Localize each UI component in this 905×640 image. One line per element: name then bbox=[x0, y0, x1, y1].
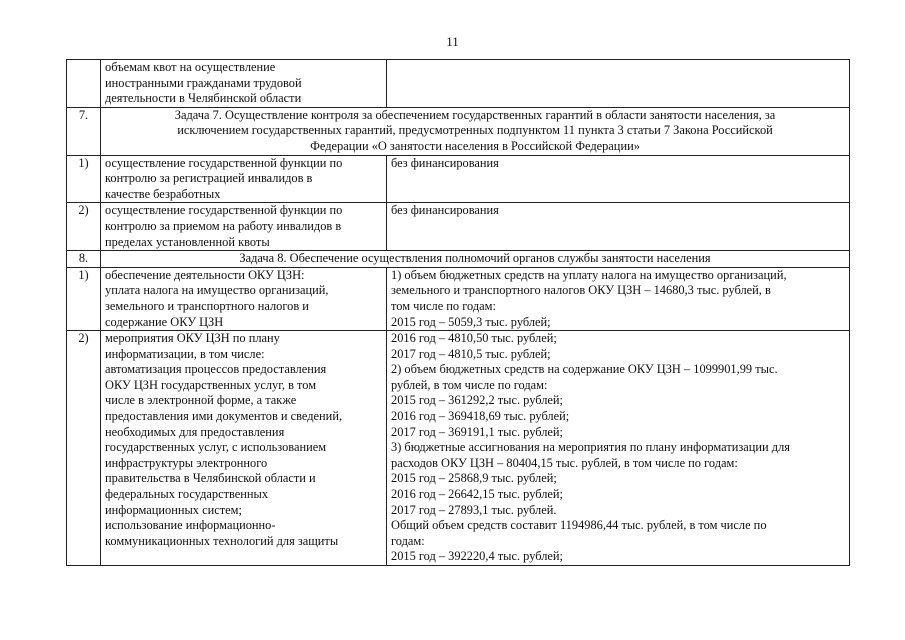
table-row bbox=[67, 155, 850, 203]
cell-line: государственных услуг, с использованием bbox=[105, 440, 327, 455]
cell-line: мероприятия ОКУ ЦЗН по плану bbox=[105, 331, 280, 346]
cell-line: коммуникационных технологий для защиты bbox=[105, 533, 339, 548]
cell-line: обеспечение деятельности ОКУ ЦЗН: bbox=[105, 267, 305, 282]
cell-line: исключением государственных гарантий, предусмотренных подпунктом 11 пункта 3 статьи 7 Закона Российской bbox=[177, 123, 773, 138]
cell-line: годам: bbox=[391, 533, 425, 548]
funding-cell bbox=[387, 203, 850, 251]
cell-line: Задача 7. Осуществление контроля за обеспечением государственных гарантий в области занятости населения, за bbox=[174, 107, 776, 122]
cell-line: том числе по годам: bbox=[391, 298, 496, 313]
cell-line: федеральных государственных bbox=[105, 487, 269, 502]
measure-cell bbox=[101, 331, 387, 566]
cell-line: земельного и транспортного налогов и bbox=[105, 298, 309, 313]
cell-line: автоматизация процессов предоставления bbox=[105, 362, 327, 377]
row-number: 8. bbox=[67, 251, 101, 268]
task-row bbox=[67, 107, 850, 155]
cell-line: 2017 год – 27893,1 тыс. рублей. bbox=[391, 502, 557, 517]
task-title bbox=[101, 251, 850, 268]
row-number bbox=[67, 60, 101, 108]
cell-line: использование информационно- bbox=[105, 518, 276, 533]
table-row bbox=[67, 60, 850, 108]
cell-line: контролю за приемом на работу инвалидов в bbox=[105, 218, 342, 233]
row-number: 2) bbox=[67, 331, 101, 566]
cell-line: расходов ОКУ ЦЗН – 80404,15 тыс. рублей, в том числе по годам: bbox=[391, 455, 738, 470]
table-row bbox=[67, 331, 850, 566]
cell-line: информатизации, в том числе: bbox=[105, 346, 265, 361]
cell-line: объемам квот на осуществление bbox=[105, 60, 276, 74]
cell-line: 2016 год – 26642,15 тыс. рублей; bbox=[391, 487, 563, 502]
cell-line: уплата налога на имущество организаций, bbox=[105, 283, 329, 298]
cell-line: иностранными гражданами трудовой bbox=[105, 75, 302, 90]
row-number: 2) bbox=[67, 203, 101, 251]
cell-line: правительства в Челябинской области и bbox=[105, 471, 316, 486]
cell-line: 2015 год – 5059,3 тыс. рублей; bbox=[391, 314, 551, 329]
cell-line: качестве безработных bbox=[105, 186, 221, 201]
cell-line: контролю за регистрацией инвалидов в bbox=[105, 171, 313, 186]
row-number: 7. bbox=[67, 107, 101, 155]
cell-line: числе в электронной форме, а также bbox=[105, 393, 297, 408]
measure-cell bbox=[101, 155, 387, 203]
measure-cell bbox=[101, 203, 387, 251]
cell-line: 2015 год – 361292,2 тыс. рублей; bbox=[391, 393, 563, 408]
cell-line: 2) объем бюджетных средств на содержание ОКУ ЦЗН – 1099901,99 тыс. bbox=[391, 362, 778, 377]
funding-cell bbox=[387, 60, 850, 108]
row-number: 1) bbox=[67, 155, 101, 203]
cell-line: без финансирования bbox=[391, 155, 499, 170]
program-table bbox=[66, 59, 850, 566]
cell-line: Общий объем средств составит 1194986,44 тыс. рублей, в том числе по bbox=[391, 518, 767, 533]
cell-line: 1) объем бюджетных средств на уплату налога на имущество организаций, bbox=[391, 267, 787, 282]
cell-line: ОКУ ЦЗН государственных услуг, в том bbox=[105, 377, 317, 392]
cell-line: 2017 год – 4810,5 тыс. рублей; bbox=[391, 346, 551, 361]
funding-cell bbox=[387, 155, 850, 203]
cell-line: земельного и транспортного налогов ОКУ ЦЗН – 14680,3 тыс. рублей, в bbox=[391, 283, 771, 298]
cell-line: 3) бюджетные ассигнования на мероприятия по плану информатизации для bbox=[391, 440, 790, 455]
funding-cell bbox=[387, 267, 850, 330]
cell-line: рублей, в том числе по годам: bbox=[391, 377, 548, 392]
cell-line: инфраструктуры электронного bbox=[105, 455, 268, 470]
cell-line: необходимых для предоставления bbox=[105, 424, 285, 439]
cell-line: осуществление государственной функции по bbox=[105, 155, 343, 170]
cell-line: содержание ОКУ ЦЗН bbox=[105, 314, 224, 329]
cell-line: без финансирования bbox=[391, 203, 499, 218]
cell-line: 2017 год – 369191,1 тыс. рублей; bbox=[391, 424, 563, 439]
table-row bbox=[67, 267, 850, 330]
page-number: 11 bbox=[446, 34, 459, 49]
cell-line: деятельности в Челябинской области bbox=[105, 91, 302, 106]
cell-line: предоставления ими документов и сведений, bbox=[105, 409, 343, 424]
cell-line: Задача 8. Обеспечение осуществления полномочий органов службы занятости населения bbox=[239, 251, 711, 266]
cell-line: 2015 год – 25868,9 тыс. рублей; bbox=[391, 471, 557, 486]
table-row bbox=[67, 203, 850, 251]
cell-line: осуществление государственной функции по bbox=[105, 203, 343, 218]
cell-line: пределах установленной квоты bbox=[105, 234, 270, 249]
cell-line: 2015 год – 392220,4 тыс. рублей; bbox=[391, 549, 563, 564]
cell-line: 2016 год – 369418,69 тыс. рублей; bbox=[391, 409, 570, 424]
row-number: 1) bbox=[67, 267, 101, 330]
cell-line: информационных систем; bbox=[105, 502, 242, 517]
task-title bbox=[101, 107, 850, 155]
measure-cell bbox=[101, 60, 387, 108]
measure-cell bbox=[101, 267, 387, 330]
task-row bbox=[67, 251, 850, 268]
cell-line: Федерации «О занятости населения в Российской Федерации» bbox=[310, 138, 640, 153]
funding-cell bbox=[387, 331, 850, 566]
cell-line: 2016 год – 4810,50 тыс. рублей; bbox=[391, 331, 557, 346]
